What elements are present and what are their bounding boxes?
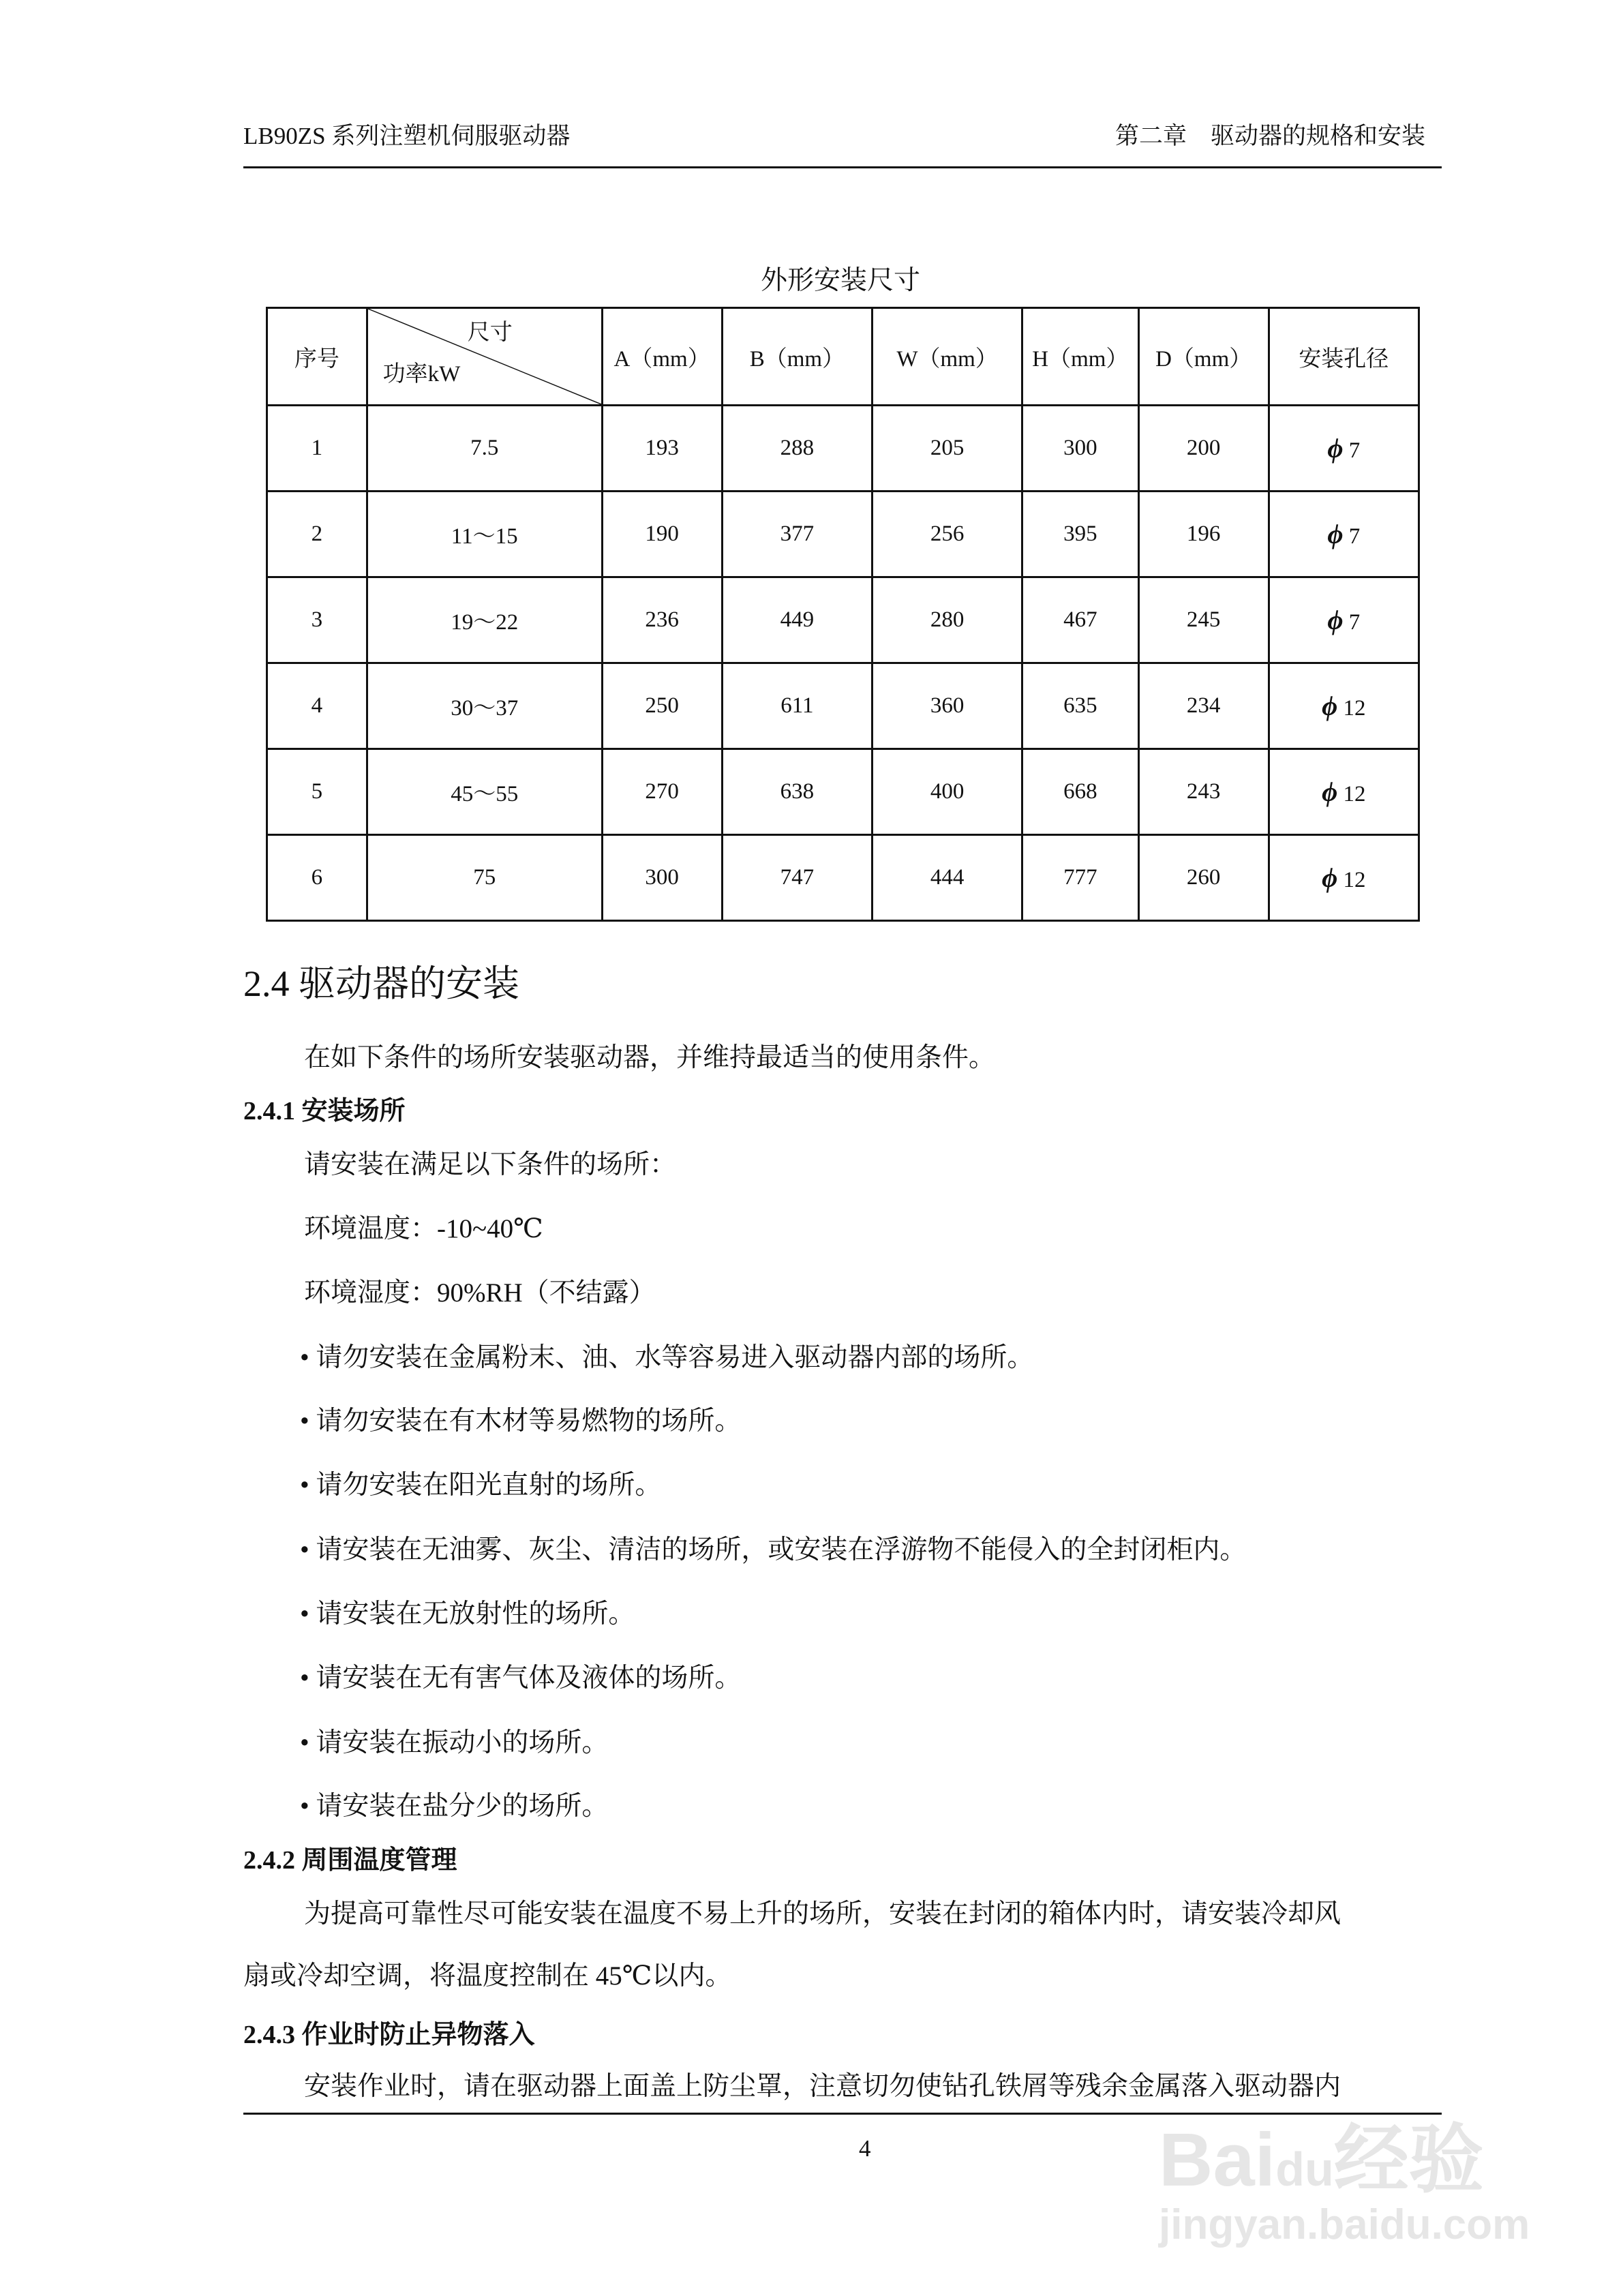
header-right: 第二章 驱动器的规格和安装 — [1114, 123, 1425, 149]
table-cell: 2 — [267, 492, 367, 577]
hole-value: 7 — [1348, 438, 1361, 463]
table-cell: 300 — [1022, 406, 1138, 492]
section-title: 2.4 驱动器的安装 — [243, 963, 519, 1004]
hole-value: 7 — [1348, 610, 1361, 635]
s1-line: 环境温度：-10~40℃ — [304, 1214, 543, 1243]
s1-line: • 请安装在无油雾、灰尘、清洁的场所，或安装在浮游物不能侵入的全封闭柜内。 — [300, 1535, 1247, 1565]
table-cell: 668 — [1022, 749, 1138, 835]
s1-line: 环境湿度：90%RH（不结露） — [304, 1278, 656, 1308]
page-number: 4 — [859, 2135, 871, 2162]
table-cell: 395 — [1022, 492, 1138, 577]
table-cell: 7.5 — [367, 406, 602, 492]
hole-diameter-cell — [1269, 492, 1419, 577]
phi-symbol: ϕ — [1322, 862, 1338, 893]
table-cell: 449 — [722, 577, 873, 663]
hole-value: 12 — [1343, 868, 1366, 892]
header-size-label: 尺寸 — [467, 320, 513, 345]
table-cell: 3 — [267, 577, 367, 663]
watermark-logo: Baidu经验 — [1159, 2118, 1484, 2202]
table-cell: 400 — [873, 749, 1022, 835]
subsection-title: 2.4.1 安装场所 — [243, 1097, 406, 1126]
s1-line: • 请勿安装在阳光直射的场所。 — [300, 1470, 662, 1500]
table-cell: 1 — [267, 406, 367, 492]
baidu-watermark — [1159, 2100, 1530, 2249]
table-cell: 300 — [602, 835, 722, 921]
table-cell: 236 — [602, 577, 722, 663]
header-rule — [243, 166, 1442, 168]
header-index: 序号 — [267, 308, 367, 406]
hole-diameter-cell — [1269, 663, 1419, 749]
table-cell: 777 — [1022, 835, 1138, 921]
table-cell: 193 — [602, 406, 722, 492]
header-col: D（mm） — [1138, 308, 1269, 406]
table-cell: 260 — [1138, 835, 1269, 921]
subsection-title: 2.4.2 周围温度管理 — [243, 1846, 457, 1875]
table-cell: 19～22 — [367, 577, 602, 663]
table-header-row — [267, 308, 1419, 406]
phi-symbol: ϕ — [1322, 776, 1338, 807]
header-power-label: 功率kW — [382, 362, 461, 387]
table-cell: 30～37 — [367, 663, 602, 749]
table-row — [267, 406, 1419, 492]
hole-diameter-cell — [1269, 577, 1419, 663]
s1-line: • 请安装在无有害气体及液体的场所。 — [300, 1663, 742, 1693]
table-cell: 4 — [267, 663, 367, 749]
s1-line: • 请安装在振动小的场所。 — [300, 1728, 609, 1757]
table-cell: 638 — [722, 749, 873, 835]
table-cell: 234 — [1138, 663, 1269, 749]
header-col: H（mm） — [1022, 308, 1138, 406]
s1-line: • 请勿安装在有木材等易燃物的场所。 — [300, 1406, 742, 1436]
header-col: 安装孔径 — [1269, 308, 1419, 406]
table-cell: 196 — [1138, 492, 1269, 577]
subsection-title: 2.4.3 作业时防止异物落入 — [243, 2021, 535, 2049]
header-left: LB90ZS 系列注塑机伺服驱动器 — [243, 123, 571, 149]
table-cell: 250 — [602, 663, 722, 749]
table-cell: 5 — [267, 749, 367, 835]
s2-line: 扇或冷却空调，将温度控制在 45℃以内。 — [243, 1961, 732, 1991]
hole-value: 7 — [1348, 524, 1361, 549]
phi-symbol: ϕ — [1327, 433, 1344, 464]
table-row — [267, 749, 1419, 835]
table-cell: 190 — [602, 492, 722, 577]
table-cell: 635 — [1022, 663, 1138, 749]
phi-symbol: ϕ — [1322, 691, 1338, 721]
table-cell: 245 — [1138, 577, 1269, 663]
table-cell: 256 — [873, 492, 1022, 577]
table-cell: 205 — [873, 406, 1022, 492]
table-row — [267, 577, 1419, 663]
table-row — [267, 492, 1419, 577]
table-cell: 200 — [1138, 406, 1269, 492]
header-col: B（mm） — [722, 308, 873, 406]
s2-line: 为提高可靠性尽可能安装在温度不易上升的场所，安装在封闭的箱体内时，请安装冷却风 — [304, 1899, 1341, 1929]
table-cell: 747 — [722, 835, 873, 921]
s1-line: 请安装在满足以下条件的场所： — [304, 1150, 677, 1179]
hole-diameter-cell — [1269, 749, 1419, 835]
table-cell: 45～55 — [367, 749, 602, 835]
hole-value: 12 — [1343, 696, 1366, 721]
table-cell: 75 — [367, 835, 602, 921]
table-cell: 444 — [873, 835, 1022, 921]
table-cell: 6 — [267, 835, 367, 921]
watermark-url: jingyan.baidu.com — [1159, 2201, 1530, 2248]
dimension-table — [266, 307, 1420, 922]
table-cell: 360 — [873, 663, 1022, 749]
s1-line: • 请安装在盐分少的场所。 — [300, 1792, 609, 1821]
header-col: A（mm） — [602, 308, 722, 406]
table-caption: 外形安装尺寸 — [760, 266, 920, 295]
table-cell: 467 — [1022, 577, 1138, 663]
table-cell: 11～15 — [367, 492, 602, 577]
hole-diameter-cell — [1269, 406, 1419, 492]
hole-diameter-cell — [1269, 835, 1419, 921]
phi-symbol: ϕ — [1327, 605, 1344, 635]
table-cell: 280 — [873, 577, 1022, 663]
table-row — [267, 835, 1419, 921]
intro-text: 在如下条件的场所安装驱动器，并维持最适当的使用条件。 — [304, 1043, 996, 1072]
table-cell: 611 — [722, 663, 873, 749]
header-col: W（mm） — [873, 308, 1022, 406]
phi-symbol: ϕ — [1327, 519, 1344, 549]
s3-line: 安装作业时，请在驱动器上面盖上防尘罩，注意切勿使钻孔铁屑等残余金属落入驱动器内 — [304, 2072, 1341, 2101]
header-diagonal — [367, 308, 602, 406]
table-cell: 288 — [722, 406, 873, 492]
table-cell: 243 — [1138, 749, 1269, 835]
table-cell: 270 — [602, 749, 722, 835]
hole-value: 12 — [1343, 782, 1366, 806]
table-cell: 377 — [722, 492, 873, 577]
table-row — [267, 663, 1419, 749]
s1-line: • 请安装在无放射性的场所。 — [300, 1599, 635, 1629]
s1-line: • 请勿安装在金属粉末、油、水等容易进入驱动器内部的场所。 — [300, 1343, 1034, 1372]
